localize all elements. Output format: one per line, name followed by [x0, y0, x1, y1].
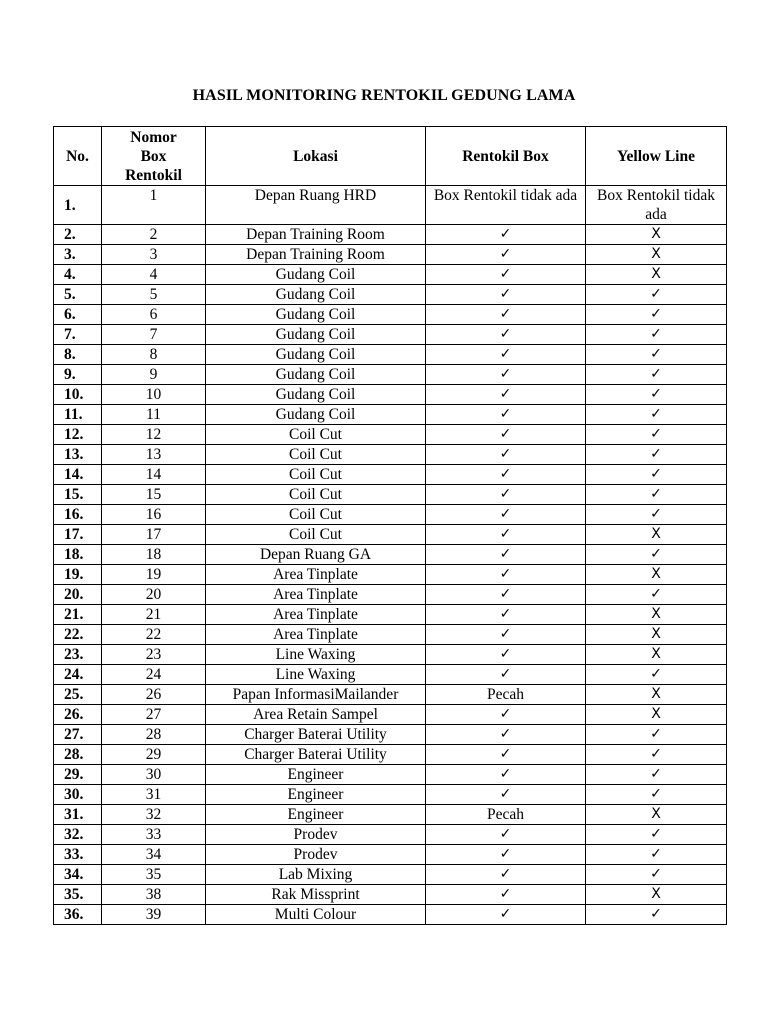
row-yellow-line: X: [586, 605, 727, 625]
row-box-number: 26: [102, 685, 206, 705]
row-box-number: 24: [102, 665, 206, 685]
row-no: 13.: [54, 445, 102, 465]
row-location: Area Retain Sampel: [206, 705, 426, 725]
row-no: 32.: [54, 825, 102, 845]
row-no: 17.: [54, 525, 102, 545]
row-location: Area Tinplate: [206, 585, 426, 605]
row-rentokil-box: ✓: [426, 525, 586, 545]
row-location: Coil Cut: [206, 445, 426, 465]
row-location: Area Tinplate: [206, 605, 426, 625]
row-rentokil-box: ✓: [426, 725, 586, 745]
header-no: No.: [54, 127, 102, 186]
row-yellow-line: X: [586, 225, 727, 245]
row-yellow-line: ✓: [586, 765, 727, 785]
row-yellow-line: ✓: [586, 545, 727, 565]
row-location: Depan Training Room: [206, 225, 426, 245]
table-row: [54, 285, 727, 305]
row-no: 5.: [54, 285, 102, 305]
row-location: Gudang Coil: [206, 365, 426, 385]
table-row: [54, 265, 727, 285]
row-rentokil-box: ✓: [426, 425, 586, 445]
row-no: 34.: [54, 865, 102, 885]
row-rentokil-box: ✓: [426, 365, 586, 385]
row-location: Depan Ruang HRD: [206, 186, 426, 225]
row-rentokil-box: ✓: [426, 485, 586, 505]
row-no: 11.: [54, 405, 102, 425]
row-rentokil-box: ✓: [426, 825, 586, 845]
row-location: Coil Cut: [206, 485, 426, 505]
row-yellow-line: X: [586, 565, 727, 585]
row-no: 28.: [54, 745, 102, 765]
row-rentokil-box: ✓: [426, 345, 586, 365]
row-no: 9.: [54, 365, 102, 385]
row-location: Gudang Coil: [206, 345, 426, 365]
row-box-number: 23: [102, 645, 206, 665]
table-row: [54, 825, 727, 845]
row-box-number: 33: [102, 825, 206, 845]
row-no: 33.: [54, 845, 102, 865]
row-no: 36.: [54, 905, 102, 925]
row-box-number: 14: [102, 465, 206, 485]
row-yellow-line: ✓: [586, 825, 727, 845]
row-location: Gudang Coil: [206, 285, 426, 305]
row-rentokil-box: Box Rentokil tidak ada: [426, 186, 586, 225]
row-location: Prodev: [206, 845, 426, 865]
row-no: 12.: [54, 425, 102, 445]
row-yellow-line: ✓: [586, 425, 727, 445]
table-row: [54, 186, 727, 225]
row-no: 6.: [54, 305, 102, 325]
row-box-number: 29: [102, 745, 206, 765]
table-row: [54, 725, 727, 745]
row-rentokil-box: ✓: [426, 465, 586, 485]
row-box-number: 13: [102, 445, 206, 465]
table-row: [54, 705, 727, 725]
table-row: [54, 305, 727, 325]
row-box-number: 30: [102, 765, 206, 785]
row-location: Papan InformasiMailander: [206, 685, 426, 705]
row-rentokil-box: ✓: [426, 385, 586, 405]
row-rentokil-box: ✓: [426, 765, 586, 785]
row-no: 2.: [54, 225, 102, 245]
row-no: 25.: [54, 685, 102, 705]
row-yellow-line: X: [586, 885, 727, 905]
row-box-number: 16: [102, 505, 206, 525]
row-rentokil-box: ✓: [426, 665, 586, 685]
row-yellow-line: ✓: [586, 725, 727, 745]
row-yellow-line: ✓: [586, 405, 727, 425]
table-row: [54, 845, 727, 865]
row-location: Engineer: [206, 805, 426, 825]
row-rentokil-box: ✓: [426, 745, 586, 765]
row-location: Engineer: [206, 765, 426, 785]
table-row: [54, 685, 727, 705]
row-no: 18.: [54, 545, 102, 565]
row-yellow-line: ✓: [586, 745, 727, 765]
monitoring-table: [53, 126, 727, 925]
row-rentokil-box: ✓: [426, 585, 586, 605]
row-box-number: 39: [102, 905, 206, 925]
row-no: 1.: [54, 186, 102, 225]
row-box-number: 17: [102, 525, 206, 545]
header-rentokil-box: Rentokil Box: [426, 127, 586, 186]
row-location: Coil Cut: [206, 425, 426, 445]
row-rentokil-box: ✓: [426, 505, 586, 525]
row-rentokil-box: ✓: [426, 645, 586, 665]
row-location: Rak Missprint: [206, 885, 426, 905]
row-location: Charger Baterai Utility: [206, 725, 426, 745]
row-box-number: 21: [102, 605, 206, 625]
header-lokasi: Lokasi: [206, 127, 426, 186]
row-box-number: 38: [102, 885, 206, 905]
row-no: 26.: [54, 705, 102, 725]
row-no: 7.: [54, 325, 102, 345]
row-box-number: 3: [102, 245, 206, 265]
row-location: Gudang Coil: [206, 325, 426, 345]
table-row: [54, 905, 727, 925]
header-yellow-line: Yellow Line: [586, 127, 727, 186]
row-box-number: 34: [102, 845, 206, 865]
row-rentokil-box: ✓: [426, 245, 586, 265]
table-row: [54, 245, 727, 265]
table-row: [54, 865, 727, 885]
row-rentokil-box: ✓: [426, 845, 586, 865]
table-header-row: [54, 127, 727, 186]
row-rentokil-box: ✓: [426, 785, 586, 805]
row-location: Area Tinplate: [206, 625, 426, 645]
row-box-number: 32: [102, 805, 206, 825]
row-location: Lab Mixing: [206, 865, 426, 885]
row-yellow-line: X: [586, 685, 727, 705]
row-location: Gudang Coil: [206, 305, 426, 325]
row-location: Area Tinplate: [206, 565, 426, 585]
row-box-number: 2: [102, 225, 206, 245]
row-location: Coil Cut: [206, 465, 426, 485]
row-yellow-line: X: [586, 705, 727, 725]
row-rentokil-box: ✓: [426, 285, 586, 305]
row-box-number: 31: [102, 785, 206, 805]
row-yellow-line: X: [586, 625, 727, 645]
row-rentokil-box: Pecah: [426, 685, 586, 705]
row-location: Gudang Coil: [206, 265, 426, 285]
document-title: HASIL MONITORING RENTOKIL GEDUNG LAMA: [192, 87, 576, 104]
row-no: 10.: [54, 385, 102, 405]
table-row: [54, 885, 727, 905]
table-row: [54, 445, 727, 465]
table-row: [54, 505, 727, 525]
table-row: [54, 405, 727, 425]
row-rentokil-box: ✓: [426, 605, 586, 625]
row-box-number: 22: [102, 625, 206, 645]
table-row: [54, 545, 727, 565]
row-rentokil-box: ✓: [426, 305, 586, 325]
row-no: 3.: [54, 245, 102, 265]
row-no: 22.: [54, 625, 102, 645]
row-rentokil-box: ✓: [426, 705, 586, 725]
table-row: [54, 605, 727, 625]
row-location: Charger Baterai Utility: [206, 745, 426, 765]
row-yellow-line: ✓: [586, 365, 727, 385]
row-location: Coil Cut: [206, 525, 426, 545]
row-no: 8.: [54, 345, 102, 365]
table-row: [54, 345, 727, 365]
row-rentokil-box: ✓: [426, 625, 586, 645]
row-yellow-line: X: [586, 645, 727, 665]
row-yellow-line: ✓: [586, 845, 727, 865]
row-yellow-line: ✓: [586, 665, 727, 685]
row-no: 14.: [54, 465, 102, 485]
row-rentokil-box: ✓: [426, 865, 586, 885]
row-rentokil-box: ✓: [426, 405, 586, 425]
table-row: [54, 385, 727, 405]
row-yellow-line: ✓: [586, 465, 727, 485]
row-yellow-line: ✓: [586, 445, 727, 465]
row-location: Line Waxing: [206, 665, 426, 685]
row-rentokil-box: ✓: [426, 885, 586, 905]
row-location: Gudang Coil: [206, 385, 426, 405]
row-no: 16.: [54, 505, 102, 525]
row-no: 27.: [54, 725, 102, 745]
row-rentokil-box: Pecah: [426, 805, 586, 825]
row-box-number: 28: [102, 725, 206, 745]
table-row: [54, 365, 727, 385]
table-row: [54, 525, 727, 545]
row-no: 35.: [54, 885, 102, 905]
row-box-number: 4: [102, 265, 206, 285]
row-box-number: 15: [102, 485, 206, 505]
row-box-number: 8: [102, 345, 206, 365]
row-box-number: 35: [102, 865, 206, 885]
header-nomor-box: Nomor Box Rentokil: [102, 127, 206, 186]
table-row: [54, 585, 727, 605]
table-row: [54, 665, 727, 685]
row-box-number: 7: [102, 325, 206, 345]
row-location: Coil Cut: [206, 505, 426, 525]
row-no: 19.: [54, 565, 102, 585]
row-box-number: 12: [102, 425, 206, 445]
row-box-number: 20: [102, 585, 206, 605]
row-no: 4.: [54, 265, 102, 285]
row-box-number: 11: [102, 405, 206, 425]
table-row: [54, 225, 727, 245]
row-yellow-line: ✓: [586, 385, 727, 405]
table-row: [54, 745, 727, 765]
row-location: Engineer: [206, 785, 426, 805]
row-yellow-line: Box Rentokil tidak ada: [586, 186, 727, 225]
row-yellow-line: ✓: [586, 325, 727, 345]
row-yellow-line: ✓: [586, 305, 727, 325]
row-rentokil-box: ✓: [426, 565, 586, 585]
table-row: [54, 785, 727, 805]
row-yellow-line: ✓: [586, 485, 727, 505]
row-yellow-line: ✓: [586, 505, 727, 525]
row-yellow-line: X: [586, 805, 727, 825]
row-yellow-line: ✓: [586, 345, 727, 365]
row-rentokil-box: ✓: [426, 545, 586, 565]
row-rentokil-box: ✓: [426, 325, 586, 345]
row-no: 21.: [54, 605, 102, 625]
row-location: Prodev: [206, 825, 426, 845]
table-row: [54, 565, 727, 585]
row-location: Depan Training Room: [206, 245, 426, 265]
row-rentokil-box: ✓: [426, 265, 586, 285]
row-box-number: 10: [102, 385, 206, 405]
row-no: 29.: [54, 765, 102, 785]
row-yellow-line: X: [586, 245, 727, 265]
row-yellow-line: ✓: [586, 905, 727, 925]
row-box-number: 18: [102, 545, 206, 565]
table-row: [54, 425, 727, 445]
row-location: Depan Ruang GA: [206, 545, 426, 565]
table-row: [54, 485, 727, 505]
row-box-number: 27: [102, 705, 206, 725]
row-no: 31.: [54, 805, 102, 825]
table-row: [54, 325, 727, 345]
row-rentokil-box: ✓: [426, 445, 586, 465]
row-no: 15.: [54, 485, 102, 505]
row-box-number: 6: [102, 305, 206, 325]
row-location: Line Waxing: [206, 645, 426, 665]
row-no: 24.: [54, 665, 102, 685]
row-yellow-line: X: [586, 265, 727, 285]
table-row: [54, 645, 727, 665]
row-yellow-line: ✓: [586, 285, 727, 305]
row-box-number: 1: [102, 186, 206, 225]
row-rentokil-box: ✓: [426, 905, 586, 925]
row-yellow-line: X: [586, 525, 727, 545]
row-box-number: 5: [102, 285, 206, 305]
row-box-number: 19: [102, 565, 206, 585]
row-box-number: 9: [102, 365, 206, 385]
table-row: [54, 765, 727, 785]
row-no: 30.: [54, 785, 102, 805]
table-row: [54, 625, 727, 645]
row-yellow-line: ✓: [586, 585, 727, 605]
table-row: [54, 805, 727, 825]
row-location: Multi Colour: [206, 905, 426, 925]
row-yellow-line: ✓: [586, 785, 727, 805]
row-rentokil-box: ✓: [426, 225, 586, 245]
table-row: [54, 465, 727, 485]
row-yellow-line: ✓: [586, 865, 727, 885]
row-no: 20.: [54, 585, 102, 605]
row-location: Gudang Coil: [206, 405, 426, 425]
row-no: 23.: [54, 645, 102, 665]
